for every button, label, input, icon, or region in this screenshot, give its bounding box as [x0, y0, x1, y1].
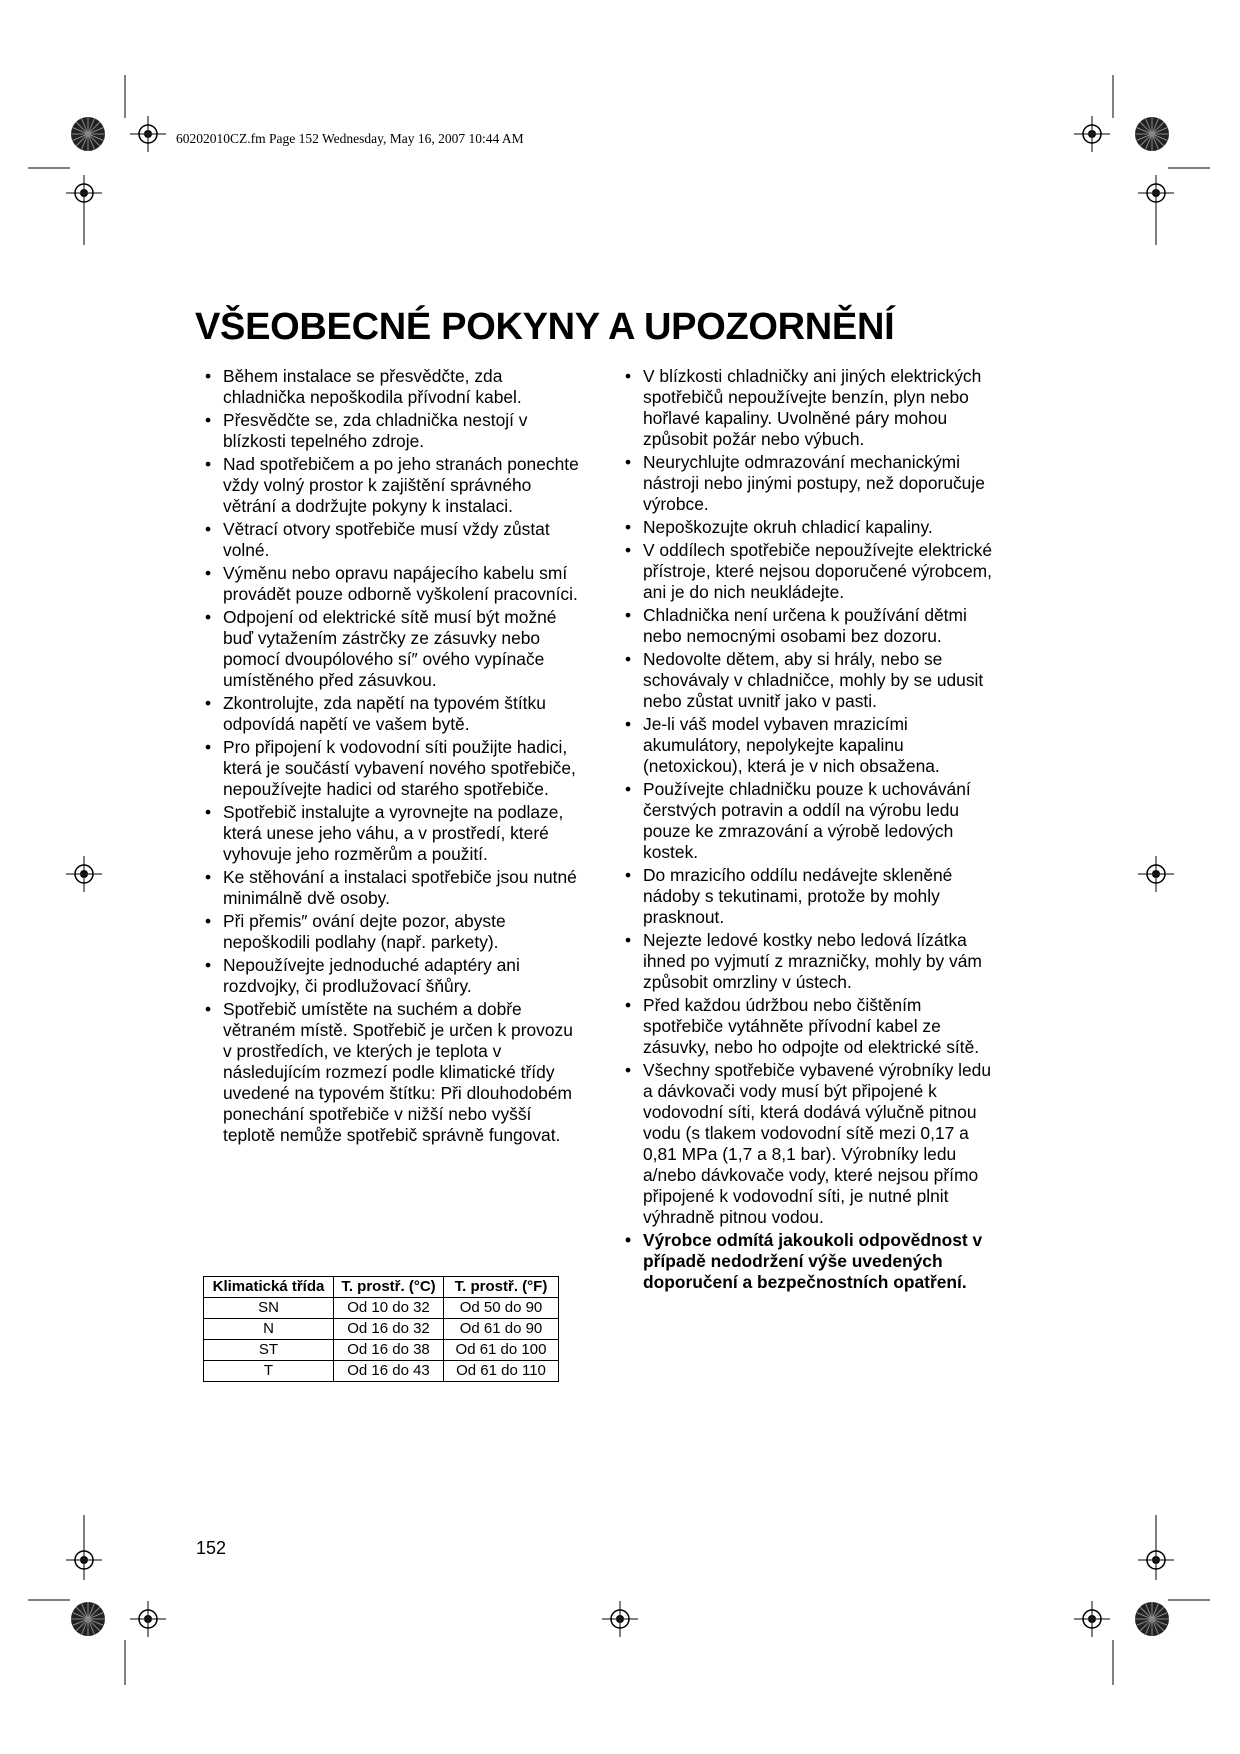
list-item: • Pro připojení k vodovodní síti použijte hadici, která je součástí vybavení nového spotřebiče, nepoužívejte hadici od starého spotřebiče.	[205, 737, 585, 800]
right-column-list	[625, 366, 1000, 1295]
table-cell: ST	[204, 1340, 334, 1361]
table-cell: Od 16 do 43	[334, 1361, 444, 1382]
disclaimer-item: • Výrobce odmítá jakoukoli odpovědnost v případě nedodržení výše uvedených doporučení a bezpečnostních opatření.	[625, 1230, 1000, 1293]
table-cell: Od 61 do 90	[444, 1319, 559, 1340]
column-header: T. prostř. (°F)	[444, 1277, 559, 1298]
table-cell: Od 16 do 38	[334, 1340, 444, 1361]
table-cell: Od 10 do 32	[334, 1298, 444, 1319]
table-cell: Od 50 do 90	[444, 1298, 559, 1319]
page-number: 152	[196, 1538, 227, 1558]
table-cell: Od 16 do 32	[334, 1319, 444, 1340]
page-title: VŠEOBECNÉ POKYNY A UPOZORNĚNÍ	[195, 306, 895, 348]
list-item: • Zkontrolujte, zda napětí na typovém štítku odpovídá napětí ve vašem bytě.	[205, 693, 585, 735]
column-header: T. prostř. (°C)	[334, 1277, 444, 1298]
list-item: • Nepoškozujte okruh chladicí kapaliny.	[625, 517, 1000, 538]
list-item: • V oddílech spotřebiče nepoužívejte elektrické přístroje, které nejsou doporučené výrobcem, ani je do nich neukládejte.	[625, 540, 1000, 603]
list-item: • Do mrazicího oddílu nedávejte skleněné nádoby s tekutinami, protože by mohly prasknout.	[625, 865, 1000, 928]
left-column-list	[205, 366, 585, 1148]
climate-class-table	[203, 1276, 559, 1382]
table-cell: T	[204, 1361, 334, 1382]
list-item: • Nepoužívejte jednoduché adaptéry ani rozdvojky, či prodlužovací šňůry.	[205, 955, 585, 997]
list-item: • V blízkosti chladničky ani jiných elektrických spotřebičů nepoužívejte benzín, plyn nebo hořlavé kapaliny. Uvolněné páry mohou způsobit požár nebo výbuch.	[625, 366, 1000, 450]
list-item: • Větrací otvory spotřebiče musí vždy zůstat volné.	[205, 519, 585, 561]
header-meta: 60202010CZ.fm Page 152 Wednesday, May 16, 2007 10:44 AM	[176, 131, 524, 146]
table-cell: SN	[204, 1298, 334, 1319]
list-item: • Během instalace se přesvědčte, zda chladnička nepoškodila přívodní kabel.	[205, 366, 585, 408]
list-item: • Chladnička není určena k používání dětmi nebo nemocnými osobami bez dozoru.	[625, 605, 1000, 647]
list-item: • Před každou údržbou nebo čištěním spotřebiče vytáhněte přívodní kabel ze zásuvky, nebo ho odpojte od elektrické sítě.	[625, 995, 1000, 1058]
table-row	[204, 1340, 559, 1361]
list-item: • Odpojení od elektrické sítě musí být možné buď vytažením zástrčky ze zásuvky nebo pomocí dvoupólového sí″ ového vypínače umístěného před zásuvkou.	[205, 607, 585, 691]
table-cell: N	[204, 1319, 334, 1340]
column-header: Klimatická třída	[204, 1277, 334, 1298]
table-row	[204, 1361, 559, 1382]
list-item: • Je-li váš model vybaven mrazicími akumulátory, nepolykejte kapalinu (netoxickou), která je v nich obsažena.	[625, 714, 1000, 777]
list-item: • Při přemis″ ování dejte pozor, abyste nepoškodili podlahy (např. parkety).	[205, 911, 585, 953]
list-item: • Používejte chladničku pouze k uchovávání čerstvých potravin a oddíl na výrobu ledu pouze ke zmrazování a výrobě ledových kostek.	[625, 779, 1000, 863]
table-header-row	[204, 1277, 559, 1298]
table-row	[204, 1319, 559, 1340]
list-item: • Spotřebič instalujte a vyrovnejte na podlaze, která unese jeho váhu, a v prostředí, které vyhovuje jeho rozměrům a použití.	[205, 802, 585, 865]
list-item: • Nejezte ledové kostky nebo ledová lízátka ihned po vyjmutí z mrazničky, mohly by vám způsobit omrzliny v ústech.	[625, 930, 1000, 993]
list-item: • Spotřebič umístěte na suchém a dobře větraném místě. Spotřebič je určen k provozu v prostředích, ve kterých je teplota v následujícím rozmezí podle klimatické třídy uvedené na typovém štítku: Při dlouhodobém ponechání spotřebiče v nižší nebo vyšší teplotě nemůže spotřebič správně fungovat.	[205, 999, 585, 1146]
list-item: • Výměnu nebo opravu napájecího kabelu smí provádět pouze odborně vyškolení pracovníci.	[205, 563, 585, 605]
list-item: • Všechny spotřebiče vybavené výrobníky ledu a dávkovači vody musí být připojené k vodovodní síti, která dodává výlučně pitnou vodu (s tlakem vodovodní sítě mezi 0,17 a 0,81 MPa (1,7 a 8,1 bar). Výrobníky ledu a/nebo dávkovače vody, které nejsou přímo připojené k vodovodní síti, je nutné plnit výhradně pitnou vodou.	[625, 1060, 1000, 1228]
list-item: • Nad spotřebičem a po jeho stranách ponechte vždy volný prostor k zajištění správného větrání a dodržujte pokyny k instalaci.	[205, 454, 585, 517]
list-item: • Ke stěhování a instalaci spotřebiče jsou nutné minimálně dvě osoby.	[205, 867, 585, 909]
list-item: • Přesvědčte se, zda chladnička nestojí v blízkosti tepelného zdroje.	[205, 410, 585, 452]
list-item: • Neurychlujte odmrazování mechanickými nástroji nebo jinými postupy, než doporučuje výrobce.	[625, 452, 1000, 515]
table-cell: Od 61 do 110	[444, 1361, 559, 1382]
table-row	[204, 1298, 559, 1319]
list-item: • Nedovolte dětem, aby si hrály, nebo se schovávaly v chladničce, mohly by se udusit nebo zůstat uvnitř jako v pasti.	[625, 649, 1000, 712]
table-cell: Od 61 do 100	[444, 1340, 559, 1361]
